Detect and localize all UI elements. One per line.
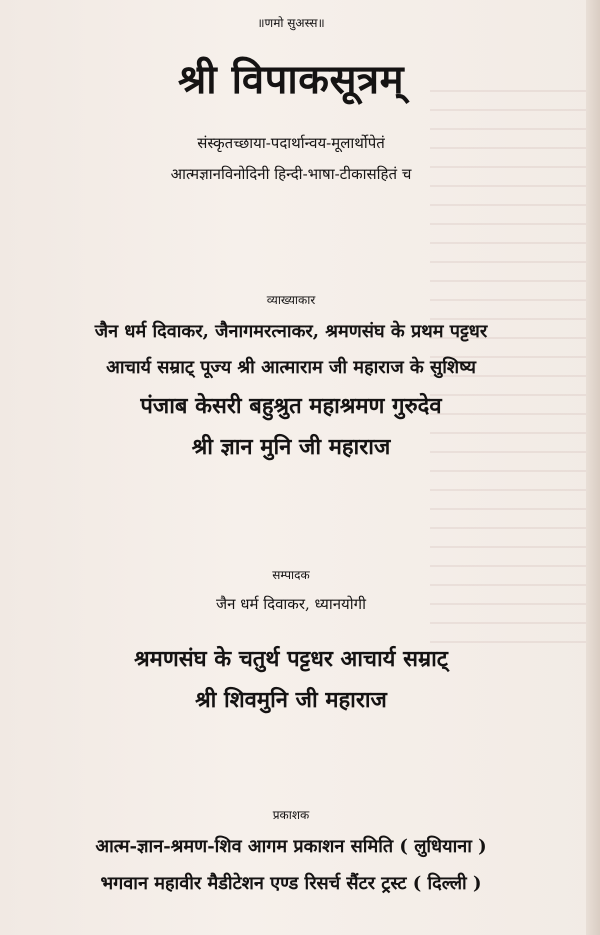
subtitle-line-1: संस्कृतच्छाया-पदार्थान्वय-मूलार्थोपेतं [197, 134, 385, 152]
commentator-name: श्री ज्ञान मुनि जी महाराज [191, 434, 391, 460]
commentator-line-2: आचार्य सम्राट् पूज्य श्री आत्माराम जी महाराज के सुशिष्य [106, 357, 476, 378]
publisher-line-1: आत्म-ज्ञान-श्रमण-शिव आगम प्रकाशन समिति ( लुधियाना ) [95, 836, 487, 857]
commentator-line-1: जैन धर्म दिवाकर, जैनागमरत्नाकर, श्रमणसंघ के प्रथम पट्टधर [94, 321, 488, 342]
book-title: श्री विपाकसूत्रम् [177, 56, 405, 103]
invocation: ॥णमो सुअस्स॥ [257, 16, 325, 30]
subtitle-line-2: आत्मज्ञानविनोदिनी हिन्दी-भाषा-टीकासहितं च [170, 165, 412, 183]
editor-line-2: श्रमणसंघ के चतुर्थ पट्टधर आचार्य सम्राट् [134, 646, 448, 672]
page-gutter [586, 0, 600, 935]
publisher-role: प्रकाशक [272, 808, 310, 822]
editor-role: सम्पादक [272, 568, 310, 582]
editor-name: श्री शिवमुनि जी महाराज [195, 687, 387, 713]
commentator-line-3: पंजाब केसरी बहुश्रुत महाश्रमण गुरुदेव [140, 393, 442, 419]
commentator-role: व्याख्याकार [266, 293, 316, 307]
publisher-line-2: भगवान महावीर मैडीटेशन एण्ड रिसर्च सैंटर ट्रस्ट ( दिल्ली ) [100, 873, 482, 894]
editor-line-1: जैन धर्म दिवाकर, ध्यानयोगी [216, 595, 366, 613]
